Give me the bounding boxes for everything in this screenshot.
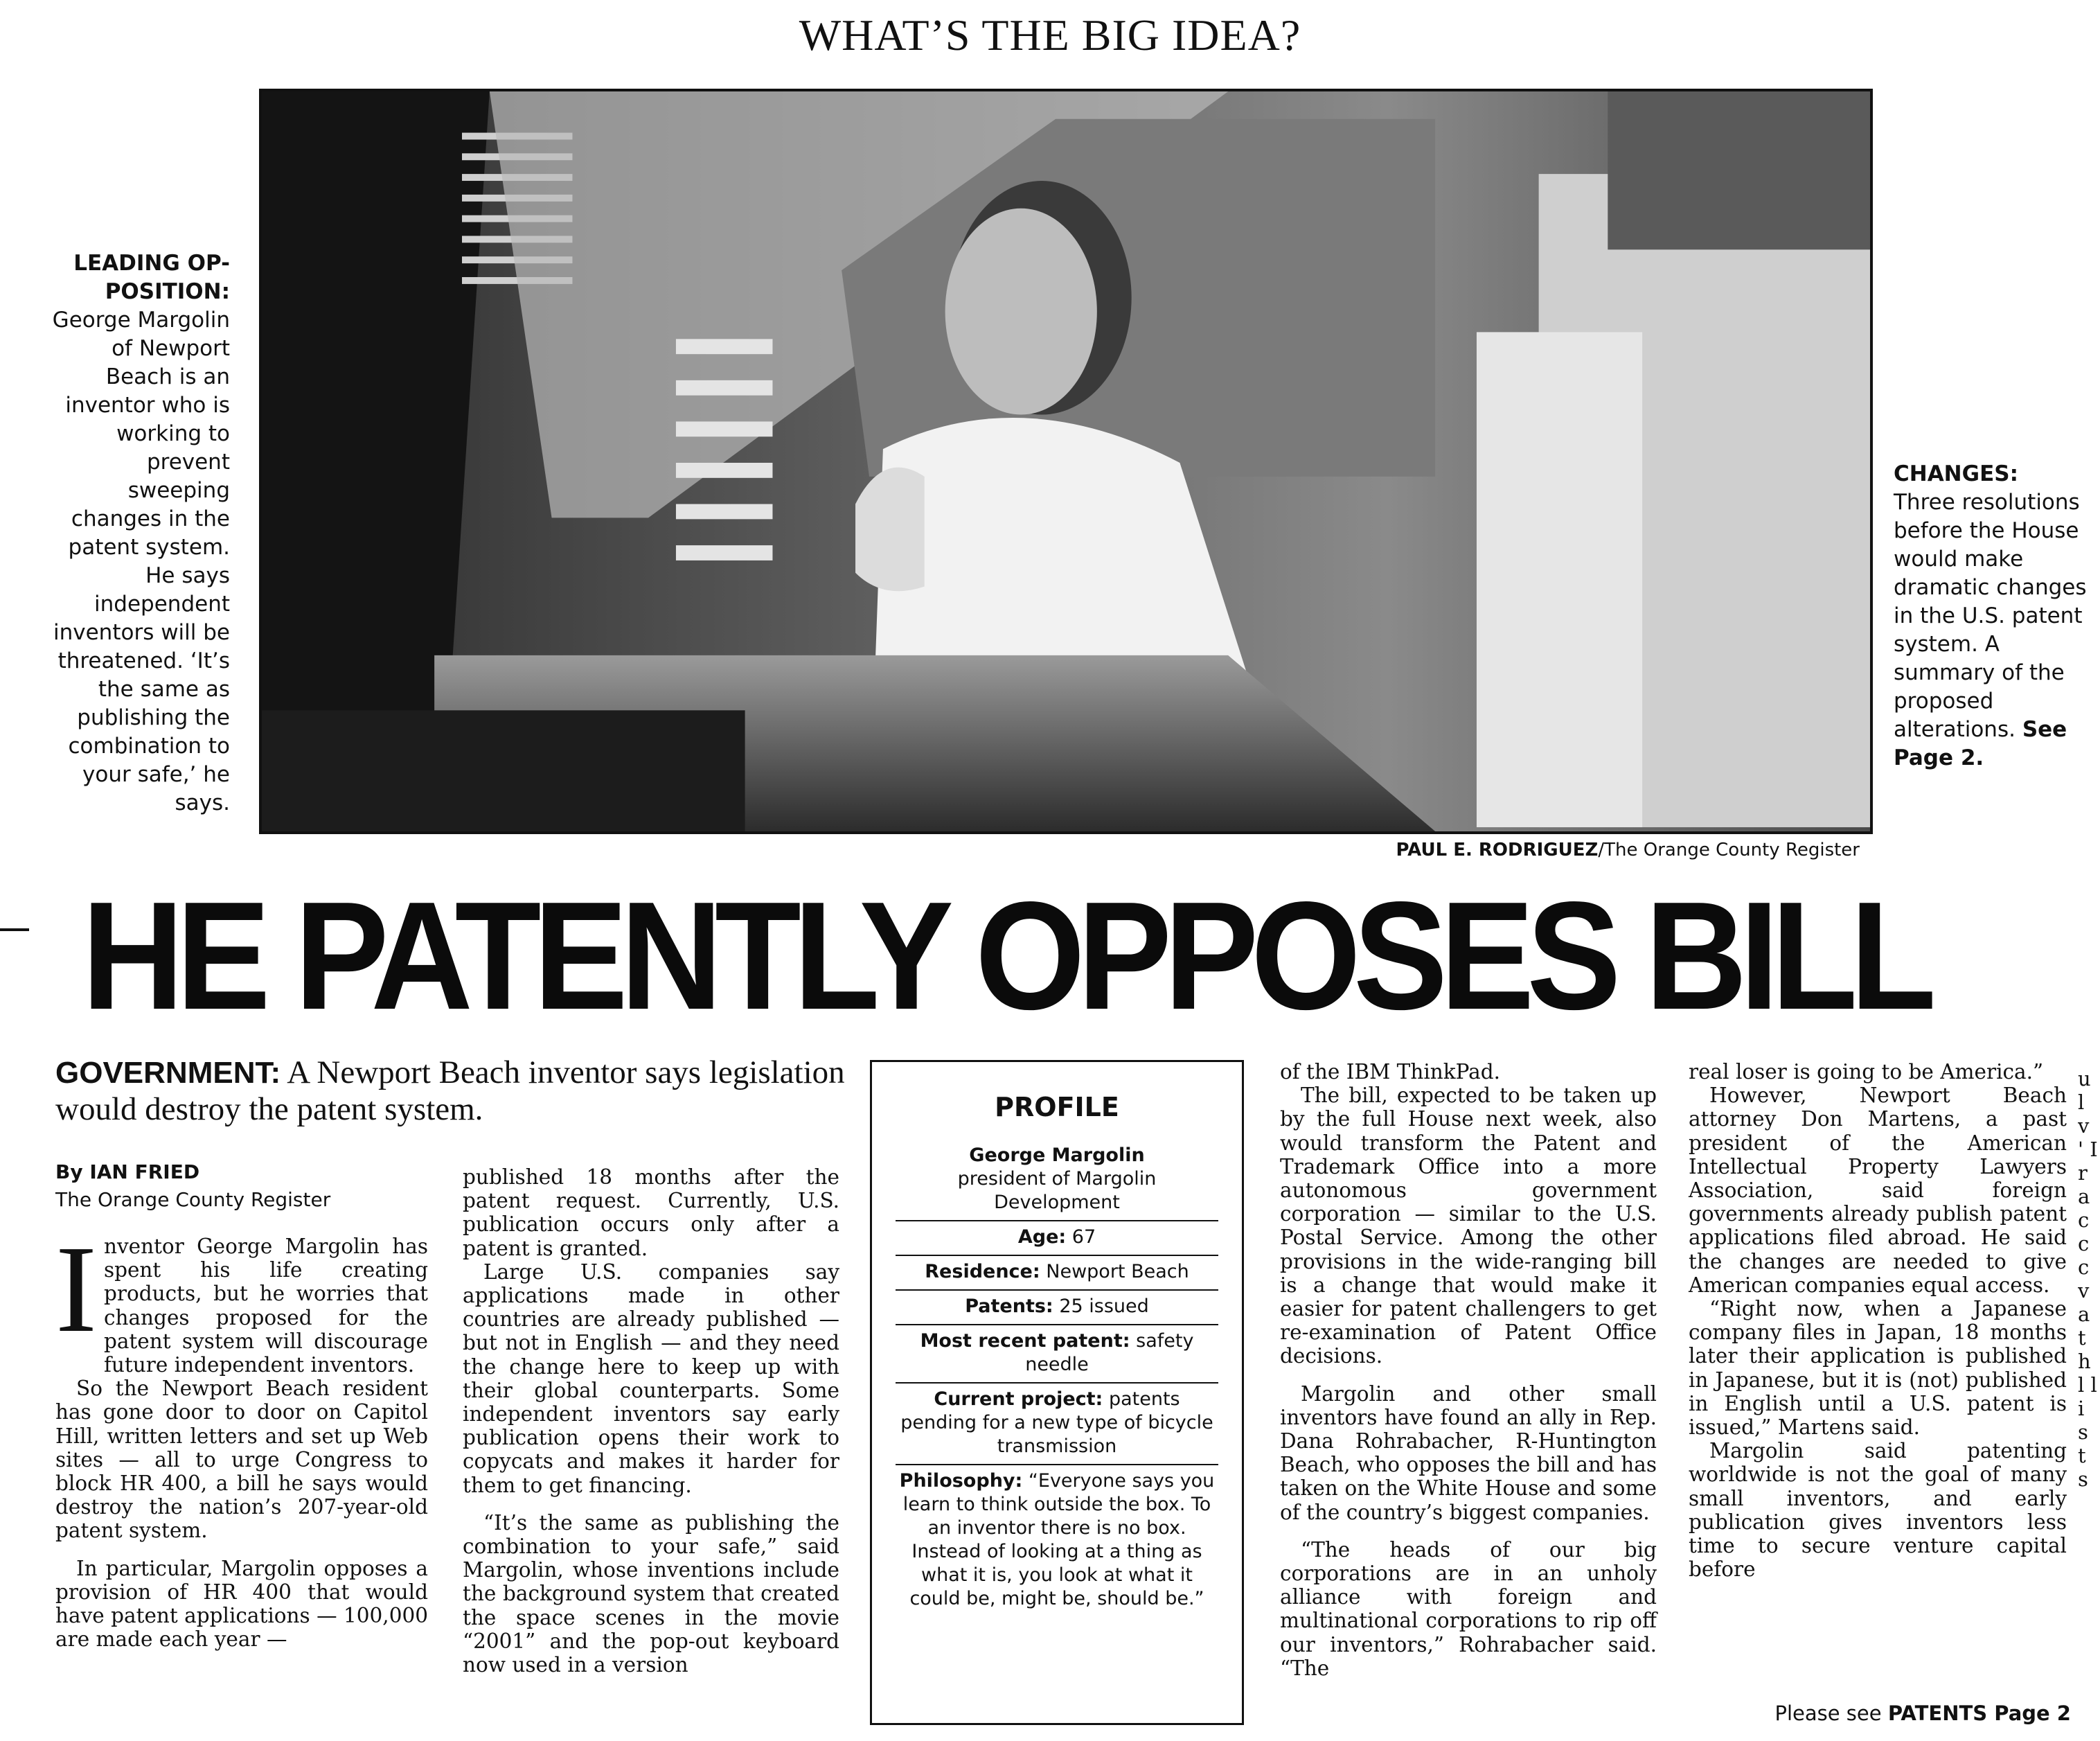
paragraph: Margolin said patenting worldwide is not the goal of many small inventors, and early publication gives inventors less time to secure venture capital before	[1689, 1439, 2067, 1582]
profile-recent-value: safety needle	[1025, 1330, 1194, 1375]
credit-org: /The Orange County Register	[1598, 840, 1860, 860]
paragraph: published 18 months after the patent request. Currently, U.S. publication occurs only after a patent is granted.	[463, 1165, 839, 1260]
paragraph: of the IBM ThinkPad.	[1280, 1060, 1501, 1084]
profile-age	[896, 1221, 1218, 1256]
profile-role: president of Margolin Development	[957, 1168, 1157, 1213]
paragraph: So the Newport Beach resident has gone door to door on Capitol Hill, written letters and set up Web sites — all to urge Congress to block HR 400, a bill he says would destroy the nation’s 207-year-old patent system.	[55, 1377, 428, 1543]
paragraph: “It’s the same as publishing the combination to your safe,” said Margolin, whose inventions include the background system that created the space scenes in the movie “2001” and the pop-out keyboard now used in a version	[463, 1510, 839, 1677]
paragraph: “Right now, when a Japanese company files in Japan, 18 months later their application is published in Japanese, but it is (not) published in English until a U.S. patent is issued,” Martens said.	[1689, 1297, 2067, 1440]
byline-org: The Orange County Register	[55, 1188, 331, 1211]
caption-right-ref: See Page 2.	[1894, 717, 2067, 770]
jump-target: PATENTS Page 2	[1887, 1702, 2071, 1725]
paragraph: “The heads of our big corporations are in an unholy alliance with foreign and multinational corporations to rip off our inventors,” Rohrabacher said. “The	[1280, 1537, 1657, 1680]
byline-author: By IAN FRIED	[55, 1160, 200, 1183]
caption-left-text: George Margolin of Newport Beach is an inventor who is working to prevent sweeping changes in the patent system. He says independent inventors will be threatened. ‘It’s the same as publishing the combination to your safe,’ he says.	[52, 308, 230, 815]
photo-credit	[1108, 840, 1860, 860]
profile-recent-label: Most recent patent:	[920, 1330, 1130, 1352]
adjacent-article-edge: u l v ' I r a c c c v a t h l l i s t s	[2078, 1067, 2098, 1491]
photo-image	[262, 91, 1870, 831]
profile-patents-value: 25 issued	[1059, 1296, 1149, 1317]
profile-recent-patent	[896, 1325, 1218, 1384]
profile-age-value: 67	[1071, 1226, 1096, 1248]
photo-caption-right	[1894, 460, 2088, 772]
profile-patents-label: Patents:	[965, 1296, 1053, 1317]
caption-left-lead: LEADING OP-POSITION:	[73, 251, 230, 304]
profile-current-project	[896, 1384, 1218, 1465]
deck-lead: GOVERNMENT:	[55, 1056, 281, 1090]
paragraph: In particular, Margolin opposes a provision of HR 400 that would have patent applications — 100,000 are made each year —	[55, 1556, 428, 1652]
deck	[55, 1054, 866, 1127]
paragraph: The bill, expected to be taken up by the full House next week, also would transform the Patent and Trademark Office into a more autonomous government corporation — similar to the U.S. Postal Service. Among the other provisions in the wide-ranging bill is a change that would make it easier for patent challengers to get re-examination of Patent Office decisions.	[1280, 1084, 1657, 1368]
photo-caption-left	[39, 249, 230, 818]
jump-prefix: Please see	[1774, 1702, 1882, 1725]
paragraph: Large U.S. companies say applications made in other countries are already published — but not in English — and they need the change here to keep up with their global counterparts. Some independent inventors say early publication opens their work to copycats and makes it harder for them to get financing.	[463, 1260, 839, 1497]
headline-rule	[0, 928, 29, 931]
profile-project-value: patents pending for a new type of bicycle transmission	[900, 1388, 1213, 1457]
article-column-1	[55, 1220, 428, 1652]
profile-philosophy	[896, 1465, 1218, 1616]
article-column-3	[1280, 1060, 1657, 1680]
byline	[55, 1158, 443, 1214]
profile-age-label: Age:	[1017, 1226, 1067, 1248]
profile-philosophy-label: Philosophy:	[899, 1470, 1023, 1492]
profile-residence-label: Residence:	[925, 1261, 1040, 1282]
paragraph: nventor George Margolin has spent his life creating products, but he worries that changes proposed for the patent system will discourage future independent inventors.	[103, 1235, 428, 1377]
article-column-2	[463, 1165, 839, 1677]
photo-of-inventor	[259, 89, 1873, 834]
credit-name: PAUL E. RODRIGUEZ	[1396, 840, 1599, 860]
caption-right-text: Three resolutions before the House would make dramatic changes in the U.S. patent system. A summary of the proposed alterations.	[1894, 490, 2087, 742]
paragraph: However, Newport Beach attorney Don Martens, a past president of the American Intellectual Property Lawyers Association, said foreign governments already publish patent applications filed abroad. He said the changes are needed to give American companies equal access.	[1689, 1084, 2067, 1297]
main-headline: HE PATENTLY OPPOSES BILL	[82, 870, 1929, 1042]
profile-name-block	[896, 1140, 1218, 1221]
profile-name: George Margolin	[969, 1145, 1145, 1166]
profile-residence-value: Newport Beach	[1046, 1261, 1189, 1282]
profile-title: PROFILE	[995, 1092, 1119, 1122]
deck-text: A Newport Beach inventor says legislation would destroy the patent system.	[55, 1054, 845, 1127]
paragraph: real loser is going to be America.”	[1689, 1060, 2044, 1084]
profile-project-label: Current project:	[934, 1388, 1103, 1410]
profile-box	[870, 1060, 1244, 1725]
profile-philosophy-value: “Everyone says you learn to think outside the box. To an inventor there is no box. Instead of looking at a thing as what it is, you look at what it could be, might be, should be.”	[902, 1470, 1215, 1609]
caption-right-lead: CHANGES:	[1894, 461, 2018, 486]
jump-line	[1725, 1702, 2071, 1725]
kicker-headline: WHAT’S THE BIG IDEA?	[799, 10, 1301, 60]
paragraph: Margolin and other small inventors have found an ally in Rep. Dana Rohrabacher, R-Huntington Beach, who opposes the bill and has taken on the White House and some of the country’s biggest companies.	[1280, 1381, 1657, 1524]
profile-residence	[896, 1256, 1218, 1291]
profile-patents	[896, 1291, 1218, 1325]
drop-cap: I	[55, 1220, 97, 1358]
article-column-4	[1689, 1060, 2067, 1581]
